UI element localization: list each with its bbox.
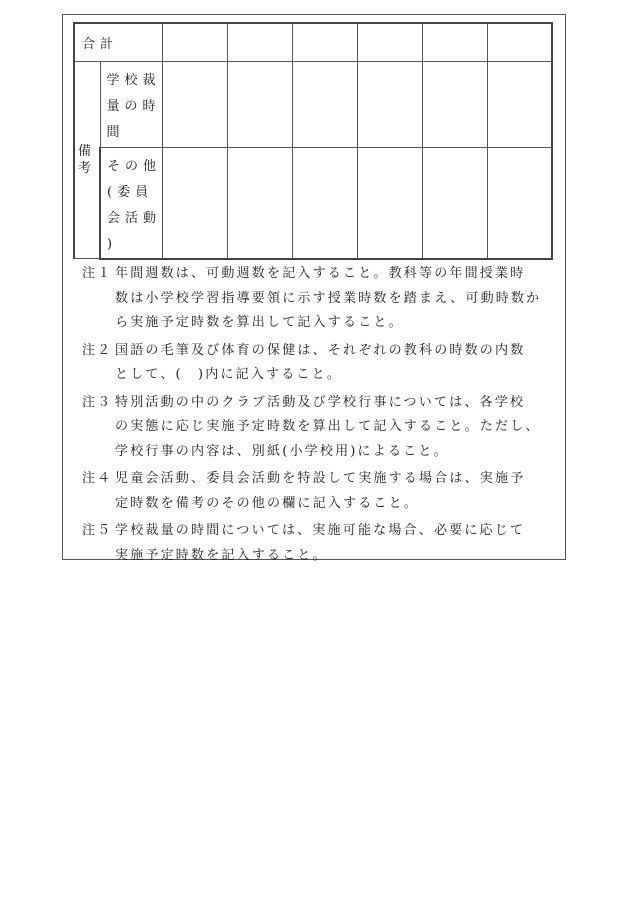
note-5 (82, 519, 562, 568)
note-label: 注１ (82, 266, 113, 281)
table-cell (292, 23, 357, 61)
table-cell (487, 147, 552, 259)
table-cell (357, 147, 422, 259)
table-row-school-discretion (74, 61, 552, 147)
table-cell (227, 61, 292, 147)
table-cell (487, 61, 552, 147)
school-discretion-label: 学校裁 量の時 間 (100, 61, 162, 147)
table-cell (292, 61, 357, 147)
table-cell (357, 61, 422, 147)
note-label: 注３ (82, 394, 113, 410)
note-3 (82, 391, 562, 465)
note-text: 実施予定時数を記入すること。 (115, 547, 328, 563)
table-cell (357, 23, 422, 61)
table-row-other (74, 147, 552, 259)
hours-table (73, 22, 553, 260)
note-text: 年間週数は、可動週数を記入すること。教科等の年間授業時 (115, 266, 526, 281)
table-row-total (74, 23, 552, 61)
note-1 (82, 262, 562, 336)
table-cell (162, 147, 227, 259)
note-text: 学校裁量の時間については、実施可能な場合、必要に応じて (115, 523, 526, 538)
note-text: 定時数を備考のその他の欄に記入すること。 (115, 495, 420, 511)
table-cell (422, 61, 487, 147)
note-text: 数は小学校学習指導要領に示す授業時数を踏まえ、可動時数か (115, 290, 542, 306)
table-cell (292, 147, 357, 259)
note-2 (82, 339, 562, 388)
table-cell (162, 61, 227, 147)
note-text: として、( )内に記入すること。 (115, 367, 343, 382)
table-cell (487, 23, 552, 61)
note-text: 児童会活動、委員会活動を特設して実施する場合は、実施予 (115, 471, 526, 486)
note-text: 特別活動の中のクラブ活動及び学校行事については、各学校 (115, 394, 526, 410)
note-text: の実態に応じ実施予定時数を算出して記入すること。ただし、 (115, 419, 541, 434)
table-cell (227, 147, 292, 259)
table-cell (422, 147, 487, 259)
total-label: 合計 (74, 23, 162, 61)
table-cell (227, 23, 292, 61)
note-text: ら実施予定時数を算出して記入すること。 (115, 315, 404, 330)
note-4 (82, 467, 562, 516)
notes-section (82, 262, 562, 571)
note-text: 学校行事の内容は、別紙(小学校用)によること。 (115, 443, 449, 459)
remarks-label: 備 考 (74, 61, 100, 259)
note-label: 注２ (82, 342, 113, 358)
other-label: その他 (委員 会活動 ) (100, 147, 162, 259)
table-cell (422, 23, 487, 61)
note-text: 国語の毛筆及び体育の保健は、それぞれの教科の時数の内数 (115, 342, 526, 358)
note-label: 注４ (82, 471, 113, 486)
table-cell (162, 23, 227, 61)
note-label: 注５ (82, 523, 113, 538)
